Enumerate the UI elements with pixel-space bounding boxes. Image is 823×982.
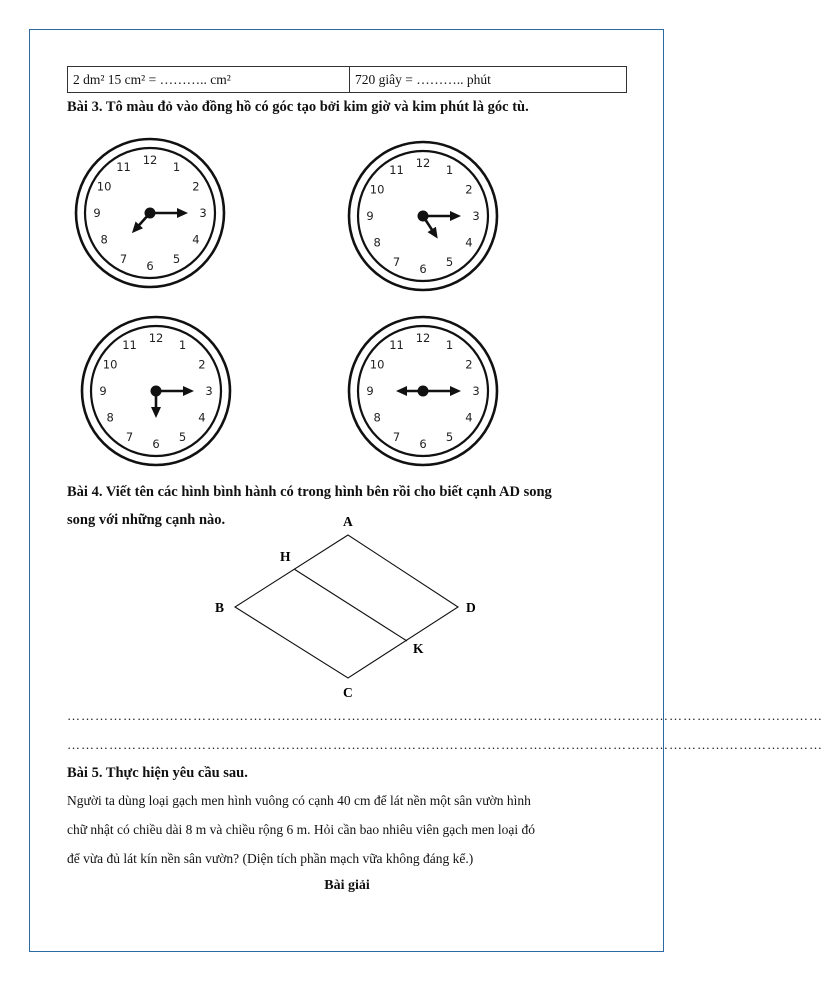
clock-number: 1	[445, 163, 454, 178]
clock-number: 5	[178, 429, 187, 444]
clock-number: 9	[366, 209, 374, 223]
point-C-label: C	[343, 685, 353, 700]
clock-number: 12	[415, 156, 431, 170]
bai5-line-1: Người ta dùng loại gạch men hình vuông có cạnh 40 cm để lát nền một sân vườn hình	[67, 793, 531, 808]
clock-number: 1	[445, 338, 454, 353]
clock-number: 5	[172, 251, 181, 266]
bai4-title-line1: Bài 4. Viết tên các hình bình hành có trong hình bên rồi cho biết cạnh AD song	[67, 484, 552, 500]
bai4-title-line2: song với những cạnh nào.	[67, 512, 226, 528]
clock-number: 7	[392, 254, 401, 269]
bai5-title: Bài 5. Thực hiện yêu cầu sau.	[67, 765, 248, 781]
clock-number: 3	[199, 206, 207, 220]
clock-number: 6	[152, 437, 160, 451]
clock-number: 7	[392, 429, 401, 444]
clock-number: 2	[192, 179, 200, 194]
clock-number: 7	[119, 251, 128, 266]
solution-heading: Bài giải	[324, 878, 370, 893]
clock-number: 11	[122, 338, 137, 353]
clock-number: 11	[389, 338, 404, 353]
clock-number: 8	[373, 410, 381, 425]
clock-center	[145, 208, 156, 219]
clock-3	[74, 310, 244, 465]
clock-center	[418, 211, 429, 222]
clock-number: 10	[369, 182, 385, 197]
clock-center	[151, 386, 162, 397]
clock-number: 8	[100, 232, 108, 247]
point-D-label: D	[466, 600, 476, 615]
quadrilateral-ABCD	[235, 535, 458, 678]
segment-HK	[294, 569, 407, 641]
parallelogram-figure	[200, 508, 500, 708]
clock-center	[418, 386, 429, 397]
clock-number: 2	[198, 357, 206, 372]
clock-number: 9	[99, 384, 107, 398]
clock-number: 2	[465, 357, 473, 372]
clock-number: 10	[96, 179, 112, 194]
clock-4	[340, 310, 510, 465]
minute-hand	[423, 211, 461, 221]
clock-number: 12	[415, 331, 431, 345]
bai3-title: Bài 3. Tô màu đỏ vào đồng hồ có góc tạo bởi kim giờ và kim phút là góc tù.	[67, 99, 529, 115]
point-H-label: H	[280, 549, 291, 564]
clock-number: 12	[142, 153, 158, 167]
clock-number: 5	[445, 429, 454, 444]
bai5-line-2: chữ nhật có chiều dài 8 m và chiều rộng 6 m. Hỏi cần bao nhiêu viên gạch men loại đó	[67, 822, 536, 837]
clock-number: 4	[465, 410, 473, 425]
clock-number: 9	[366, 384, 374, 398]
point-A-label: A	[343, 514, 353, 529]
clock-number: 11	[389, 163, 404, 178]
answer-dots-line-1: ………………………………………………………………………………………………………………………………………………	[67, 708, 823, 723]
clock-1	[67, 137, 237, 292]
clock-number: 8	[373, 235, 381, 250]
clock-number: 6	[146, 259, 154, 273]
clock-number: 4	[192, 232, 200, 247]
clock-number: 11	[116, 160, 131, 175]
clock-number: 5	[445, 254, 454, 269]
clock-number: 1	[172, 160, 181, 175]
clock-number: 12	[148, 331, 164, 345]
conversion-cell-time: 720 giây = ……….. phút	[350, 67, 627, 93]
clock-number: 6	[419, 262, 427, 276]
minute-hand	[150, 208, 188, 218]
clock-number: 10	[102, 357, 118, 372]
clock-number: 1	[178, 338, 187, 353]
clock-number: 4	[198, 410, 206, 425]
clock-number: 9	[93, 206, 101, 220]
answer-dots-line-2: ………………………………………………………………………………………………………………………………………………	[67, 737, 823, 752]
point-K-label: K	[413, 641, 424, 656]
clock-number: 10	[369, 357, 385, 372]
clock-number: 3	[472, 209, 480, 223]
clock-number: 6	[419, 437, 427, 451]
clock-number: 7	[125, 429, 134, 444]
minute-hand	[423, 386, 461, 396]
bai5-line-3: để vừa đủ lát kín nền sân vườn? (Diện tích phần mạch vữa không đáng kể.)	[67, 851, 474, 866]
minute-hand	[156, 386, 194, 396]
clock-number: 3	[472, 384, 480, 398]
point-B-label: B	[215, 600, 225, 615]
clock-2	[340, 137, 510, 292]
clock-number: 4	[465, 235, 473, 250]
clock-number: 2	[465, 182, 473, 197]
conversion-cell-area: 2 dm² 15 cm² = ……….. cm²	[68, 67, 350, 93]
clock-number: 3	[205, 384, 213, 398]
clock-number: 8	[106, 410, 114, 425]
conversion-table	[67, 66, 627, 93]
